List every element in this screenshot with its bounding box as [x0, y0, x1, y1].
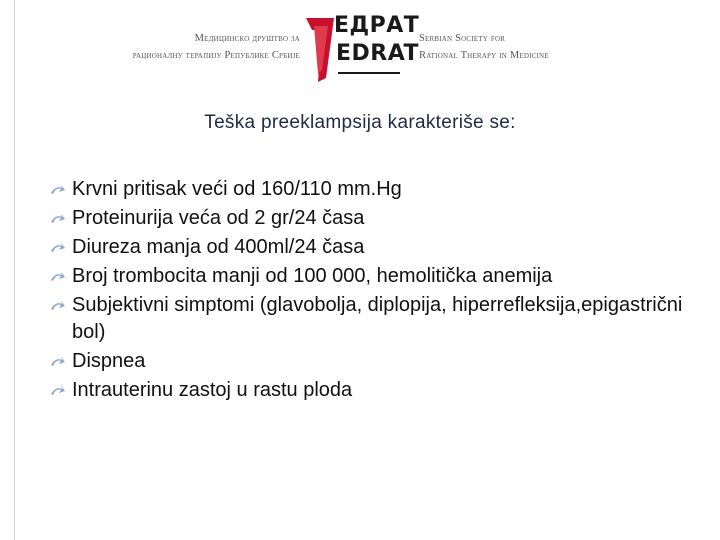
- curved-arrow-icon: [50, 213, 66, 225]
- bullet-text: Broj trombocita manji od 100 000, hemolitička anemija: [72, 265, 553, 287]
- curved-arrow-icon: [50, 242, 66, 254]
- logo-underline: [338, 72, 400, 74]
- society-name-english-line2: Rational Therapy in Medicine: [419, 50, 549, 61]
- society-name-serbian-line1: Медицинско друштво за: [194, 33, 300, 44]
- society-header: [72, 8, 592, 90]
- bullet-list: [50, 176, 710, 406]
- logo-text-cyrillic: ЕДРАТ: [334, 13, 420, 38]
- bullet-item: [50, 205, 710, 232]
- slide-title: Teška preeklampsija karakteriše se:: [204, 112, 516, 133]
- bullet-text: Diureza manja od 400ml/24 časa: [72, 236, 365, 258]
- bullet-item: [50, 292, 710, 346]
- society-name-serbian: [72, 30, 300, 64]
- bullet-text: Dispnea: [72, 350, 146, 372]
- bullet-text: Intrauterinu zastoj u rastu ploda: [72, 379, 353, 401]
- curved-arrow-icon: [50, 385, 66, 397]
- curved-arrow-icon: [50, 184, 66, 196]
- bullet-text: Krvni pritisak veći od 160/110 mm.Hg: [72, 178, 402, 200]
- curved-arrow-icon: [50, 271, 66, 283]
- medrat-logo: [304, 8, 420, 88]
- bullet-item: [50, 263, 710, 290]
- logo-text-latin: EDRAT: [336, 41, 420, 66]
- bullet-text: Subjektivni simptomi (glavobolja, diplopija, hiperrefleksija,epigastrični bol): [72, 294, 683, 343]
- society-name-serbian-line2: рационалну терапију Републике Србије: [132, 50, 300, 61]
- society-name-english-line1: Serbian Society for: [419, 33, 506, 44]
- bullet-item: [50, 176, 710, 203]
- slide-left-border: [14, 0, 15, 540]
- bullet-item: [50, 348, 710, 375]
- society-name-english: [419, 30, 599, 64]
- bullet-text: Proteinurija veća od 2 gr/24 časa: [72, 207, 365, 229]
- curved-arrow-icon: [50, 356, 66, 368]
- curved-arrow-icon: [50, 300, 66, 312]
- bullet-item: [50, 377, 710, 404]
- bullet-item: [50, 234, 710, 261]
